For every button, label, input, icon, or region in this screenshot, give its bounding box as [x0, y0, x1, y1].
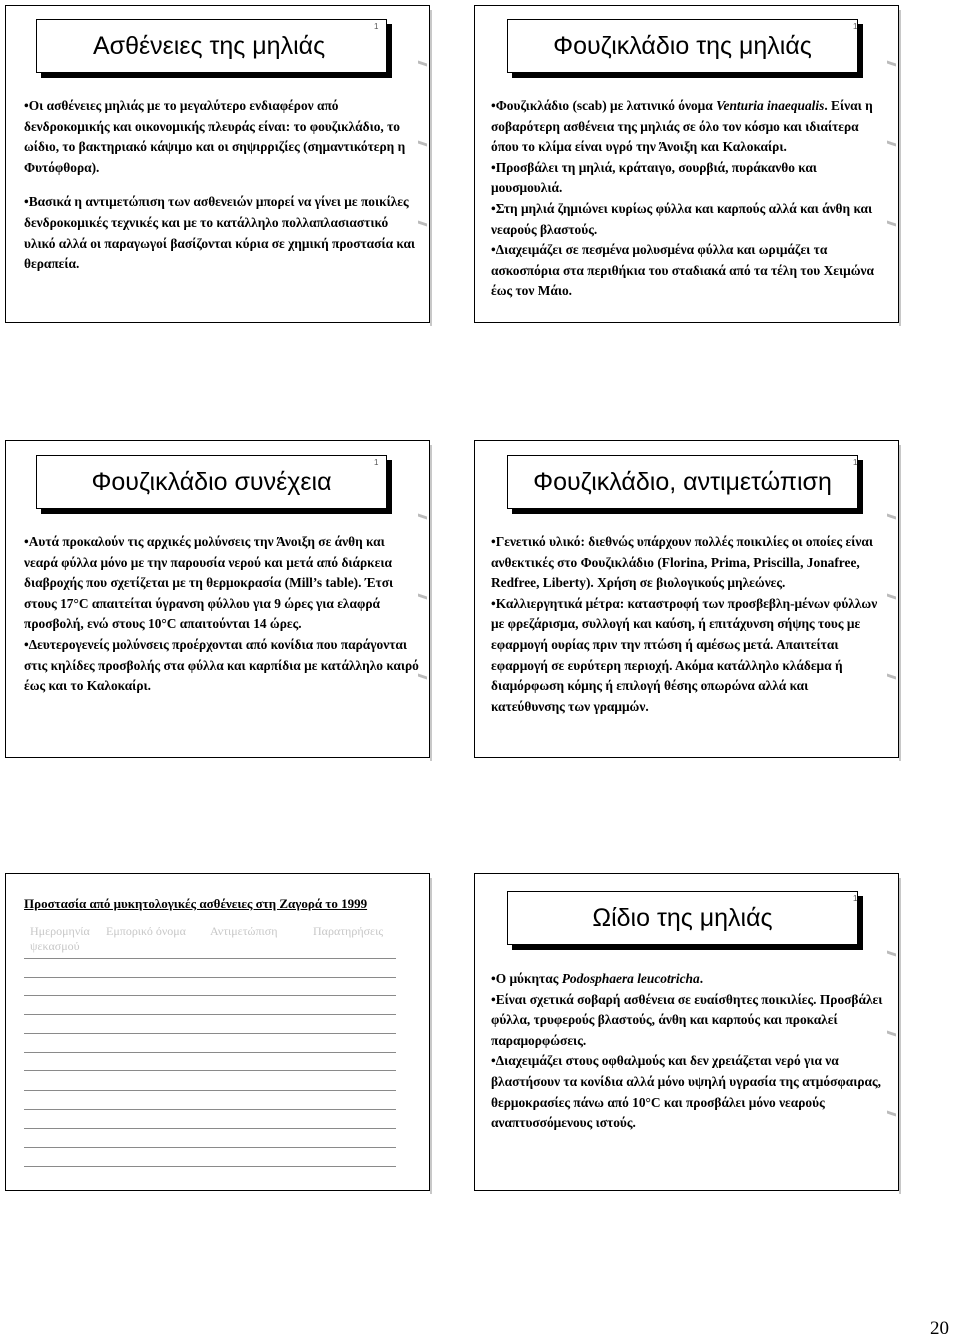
slide-6-bullet-1a: Ο μύκητας [495, 971, 562, 986]
slide-3-title [36, 455, 387, 509]
table-rule [24, 1109, 396, 1110]
table-header-date: Ημερομηνία ψεκασμού [30, 924, 90, 953]
slide-3-shadow [430, 445, 432, 761]
slide-4-title [507, 455, 858, 509]
table-rule [24, 1147, 396, 1148]
table-header-treatment: Αντιμετώπιση [210, 924, 278, 938]
table-rule [24, 1052, 396, 1053]
slide-6-bullet-1c: . [699, 971, 704, 986]
slide-1-title-text: Ασθένειες της μηλιάς [93, 31, 326, 60]
slide-4-shadow [899, 445, 901, 761]
slide-2-shadow [899, 10, 901, 326]
slide-6-body [491, 969, 885, 1134]
table-header-commercial-name: Εμπορικό όνομα [106, 924, 186, 938]
page-number: 20 [930, 1318, 949, 1339]
slide-1-body [24, 96, 416, 275]
slide-2-bullet-2: Προσβάλει τη μηλιά, κράταιγο, σουρβιά, πυράκανθο και μουσμουλιά. [491, 159, 817, 196]
slide-6-title-text: Ωίδιο της μηλιάς [592, 903, 773, 932]
slide-1-bullet-1: Οι ασθένειες μηλιάς με το μεγαλύτερο ενδιαφέρον από δενδροκομικής και οικονομικής πλευράς είναι: το φουζικλάδιο, το ωίδιο, το βακτηριακό κάψιμο και οι σηψιρριζίες (σημαντικότερη η Φυτόφθορα). [24, 98, 406, 175]
slide-4-bullet-1: Γενετικό υλικό: διεθνώς υπάρχουν πολλές ποικιλίες οι οποίες είναι ανθεκτικές στο Φουζικλάδιο (Florina, Prima, Priscilla, Jonafree, Redfree, Liberty). Χρήση σε βιολογικούς μηλεώνες. [491, 534, 873, 591]
slide-2-tick: 1 [853, 22, 858, 31]
table-rule [24, 1090, 396, 1091]
slide-6-bullet-3: Διαχειμάζει στους οφθαλμούς και δεν χρειάζεται νερό για να βλαστήσουν τα κονίδια αλλά μόνο υψηλή υγρασία της ατμόσφαιρας, θερμοκρασίες πάνω από 10°C και προσβάλει μόνο νεαρούς αναπτυσσόμενους ιστούς. [491, 1053, 881, 1131]
table-rule [24, 1014, 396, 1015]
slide-2-bullet-4: Διαχειμάζει σε πεσμένα μολυσμένα φύλλα και ωριμάζει τα ασκοσπόρια στα περιθήκια του σταδιακά από τα τέλη του Χειμώνα έως τον Μάιο. [491, 242, 874, 299]
slide-5-shadow [430, 878, 432, 1194]
slide-4-body [491, 532, 885, 717]
table-rule [24, 995, 396, 996]
slide-2-title-text: Φουζικλάδιο της μηλιάς [553, 31, 812, 60]
slide-3-bullet-1: Αυτά προκαλούν τις αρχικές μολύνσεις την Άνοιξη σε άνθη και νεαρά φύλλα μόνο με την παρουσία νερού και μετά από διάρκεια διαβροχής που σχετίζεται με τη θερμοκρασία (Mill’s table). Έτσι στους 17°C απαιτείται ύγρανση φύλλου για 9 ώρες για ελαφρά προσβολή, ενώ στους 10°C απαιτούνται 14 ώρες. [24, 534, 394, 632]
slide-4-tick: 1 [853, 458, 858, 467]
table-rule [24, 977, 396, 978]
slide-3-bullet-2: Δευτερογενείς μολύνσεις προέρχονται από κονίδια που παράγονται στις κηλίδες προσβολής στα φύλλα και καρπίδια με κατάλληλο καιρό έως και το Καλοκαίρι. [24, 636, 419, 694]
table-rule [24, 958, 396, 959]
slide-3-tick: 1 [374, 458, 379, 467]
slide-1-bullet-2: Βασικά η αντιμετώπιση των ασθενειών μπορεί να γίνει με ποικίλες δενδροκομικές τεχνικές και με το κατάλληλο πολλαπλασιαστικό υλικό αλλά οι παραγωγοί βασίζονται κύρια σε χημική προστασία και θεραπεία. [24, 194, 416, 272]
table-rule [24, 1070, 396, 1071]
slide-6-bullet-2: Είναι σχετικά σοβαρή ασθένεια σε ευαίσθητες ποικιλίες. Προσβάλει φύλλα, τρυφερούς βλαστούς, άνθη και καρπούς και προκαλεί παραμορφώσεις. [491, 991, 883, 1048]
table-header-remarks: Παρατηρήσεις [313, 924, 384, 938]
slide-2-bullet-3: Στη μηλιά ζημιώνει κυρίως φύλλα και καρπούς αλλά και άνθη και νεαρούς βλαστούς. [491, 200, 873, 237]
table-rule [24, 1033, 396, 1034]
slide-2-title [507, 19, 858, 73]
slide-4-bullet-2: Καλλιεργητικά μέτρα: καταστροφή των προσβεβλη-μένων φύλλων με φρεζάρισμα, συλλογή και καύση, ή επιτάχυνση σήψης τους με εφαρμογή ουρίας πριν την πτώση ή αμέσως μετά. Απαιτείται εφαρμογή σε ευρύτερη περιοχή. Ακόμα κατάλληλο κλάδεμα ή διαμόρφωση κόμης ή επιλογή θέσης οπωρώνα αλλά και κατεύθυνσης των γραμμών. [491, 595, 878, 714]
slide-1-tick: 1 [374, 22, 379, 31]
slide-5 [5, 873, 430, 1191]
table-rule [24, 1166, 396, 1167]
slide-6-latin-name: Podosphaera leucotricha [561, 971, 700, 986]
slide-3-body [24, 532, 420, 697]
slide-1-shadow [430, 10, 432, 326]
slide-2-bullet-1a: Φουζικλάδιο (scab) με λατινικό όνομα [495, 98, 717, 113]
slide-2-body [491, 96, 885, 302]
table-rule [24, 1128, 396, 1129]
slide-2-bullet-1c: . Είναι η σοβαρότερη ασθένεια της μηλιάς σε όλο τον κόσμο και ιδιαίτερα όπου το κλίμα είναι υγρό την Άνοιξη και Καλοκαίρι. [491, 98, 873, 155]
slide-6-tick: 1 [853, 894, 858, 903]
slide-1-title [36, 19, 387, 73]
table-title: Προστασία από μυκητολογικές ασθένειες στη Ζαγορά το 1999 [24, 896, 368, 911]
slide-2-latin-name: Venturia inaequalis [716, 98, 825, 113]
slide-6-title [507, 891, 858, 945]
slide-6-shadow [899, 878, 901, 1194]
slide-4-title-text: Φουζικλάδιο, αντιμετώπιση [533, 467, 832, 496]
slide-3-title-text: Φουζικλάδιο συνέχεια [91, 467, 332, 496]
